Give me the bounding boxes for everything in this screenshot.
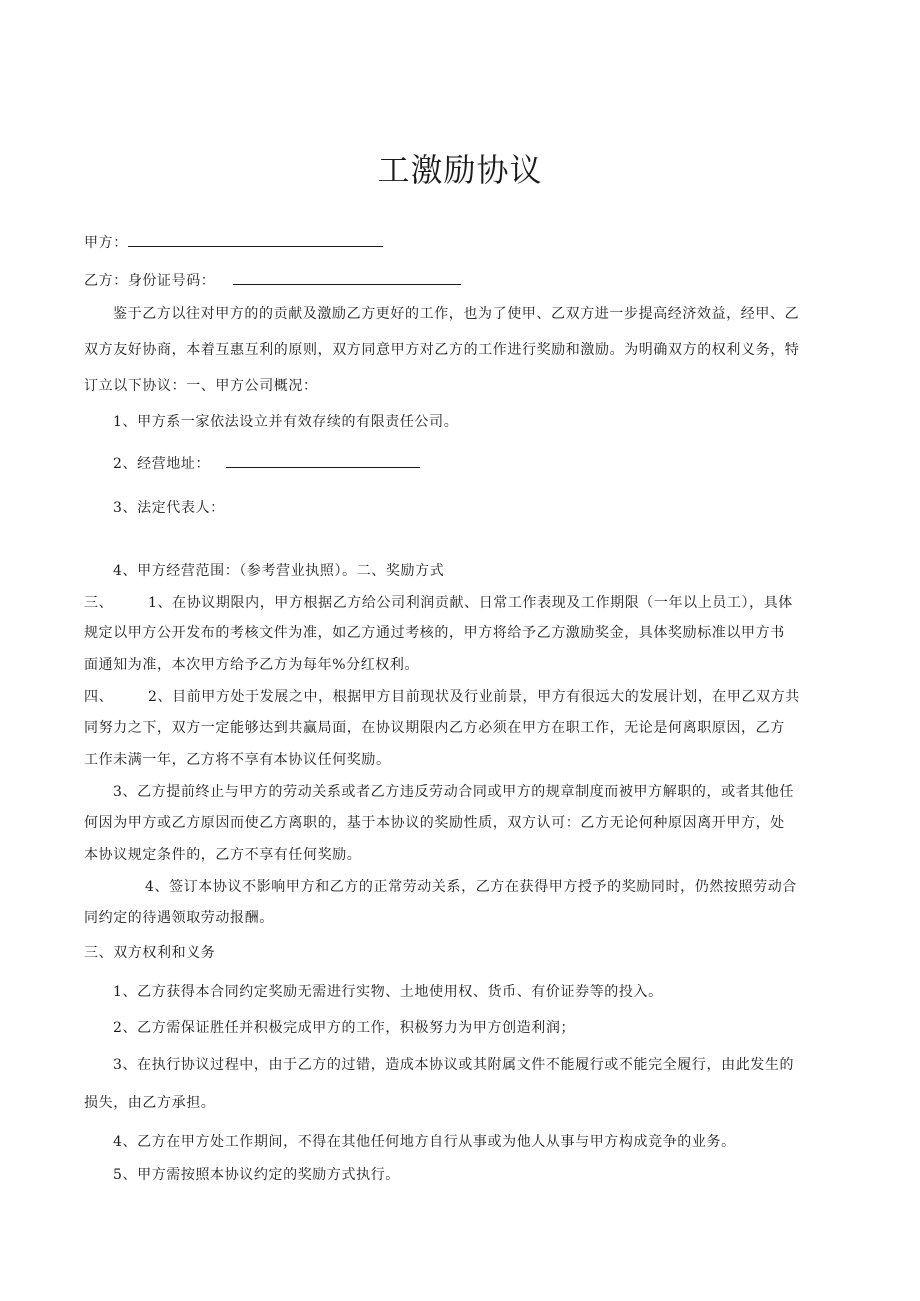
rights-heading: 三、双方权利和义务 [84, 945, 216, 961]
business-address-label: 2、经营地址： [113, 456, 211, 472]
reward-item-4-line-2: 同约定的待遇领取劳动报酬。 [84, 910, 274, 926]
business-address-blank [226, 453, 420, 468]
rights-item-3-line-1: 3、在执行协议过程中，由于乙方的过错，造成本协议或其附属文件不能履行或不能完全履行，由此发生的 [113, 1057, 795, 1073]
intro-line-3: 订立以下协议：一、甲方公司概况： [84, 378, 318, 394]
company-item-1: 1、甲方系一家依法设立并有效存续的有限责任公司。 [113, 414, 459, 430]
party-b-label: 乙方： [84, 273, 128, 289]
reward-item-3-line-3: 本协议规定条件的，乙方不享有任何奖励。 [84, 847, 362, 863]
section-4-line-3: 工作未满一年，乙方将不享有本协议任何奖励。 [84, 752, 391, 768]
section-3a-line-3: 面通知为准，本次甲方给予乙方为每年%分红权利。 [84, 657, 420, 673]
section-3a-number: 三、 [84, 595, 114, 611]
party-a-line [84, 232, 383, 252]
section-3a-line-2: 规定以甲方公开发布的考核文件为准，如乙方通过考核的，甲方将给予乙方激励奖金，具体奖励标准以甲方书 [84, 625, 785, 641]
intro-line-1: 鉴于乙方以往对甲方的的贡献及激励乙方更好的工作，也为了使甲、乙双方进一步提高经济效益，经甲、乙 [113, 306, 800, 322]
reward-item-3-line-1: 3、乙方提前终止与甲方的劳动关系或者乙方违反劳动合同或甲方的规章制度而被甲方解职的，或者其他任 [113, 784, 795, 800]
company-item-2 [113, 453, 420, 473]
rights-item-2: 2、乙方需保证胜任并积极完成甲方的工作，积极努力为甲方创造利润； [113, 1020, 576, 1036]
id-number-blank [233, 270, 461, 285]
section-4-line-2: 同努力之下，双方一定能够达到共赢局面，在协议期限内乙方必须在甲方在职工作，无论是何离职原因，乙方 [84, 720, 785, 736]
rights-item-5: 5、甲方需按照本协议约定的奖励方式执行。 [113, 1167, 400, 1183]
section-3a-line-1: 1、在协议期限内，甲方根据乙方给公司利润贡献、日常工作表现及工作期限（一年以上员工），具体 [148, 595, 793, 611]
rights-item-4: 4、乙方在甲方处工作期间，不得在其他任何地方自行从事或为他人从事与甲方构成竞争的业务。 [113, 1134, 736, 1150]
reward-item-4-line-1: 4、签订本协议不影响甲方和乙方的正常劳动关系，乙方在获得甲方授予的奖励同时，仍然按照劳动合 [145, 879, 797, 895]
document-title: 工激励协议 [377, 151, 543, 189]
section-4-number: 四、 [84, 689, 114, 705]
party-a-label: 甲方： [84, 235, 128, 251]
company-item-3: 3、法定代表人： [113, 500, 225, 516]
party-a-blank [128, 232, 383, 247]
intro-line-2: 双方友好协商，本着互惠互利的原则，双方同意甲方对乙方的工作进行奖励和激励。为明确双方的权利义务，特 [84, 342, 800, 358]
reward-item-3-line-2: 何因为甲方或乙方原因而使乙方离职的，基于本协议的奖励性质，双方认可：乙方无论何种原因离开甲方，处 [84, 815, 785, 831]
id-number-label: 身份证号码： [127, 273, 216, 289]
rights-item-3-line-2: 损失，由乙方承担。 [84, 1095, 216, 1111]
section-4-line-1: 2、目前甲方处于发展之中，根据甲方目前现状及行业前景，甲方有很远大的发展计划，在甲乙双方共 [148, 689, 800, 705]
company-item-4: 4、甲方经营范围：（参考营业执照）。二、奖励方式 [113, 563, 445, 579]
party-b-line [84, 270, 461, 290]
rights-item-1: 1、乙方获得本合同约定奖励无需进行实物、土地使用权、货币、有价证券等的投入。 [113, 984, 663, 1000]
